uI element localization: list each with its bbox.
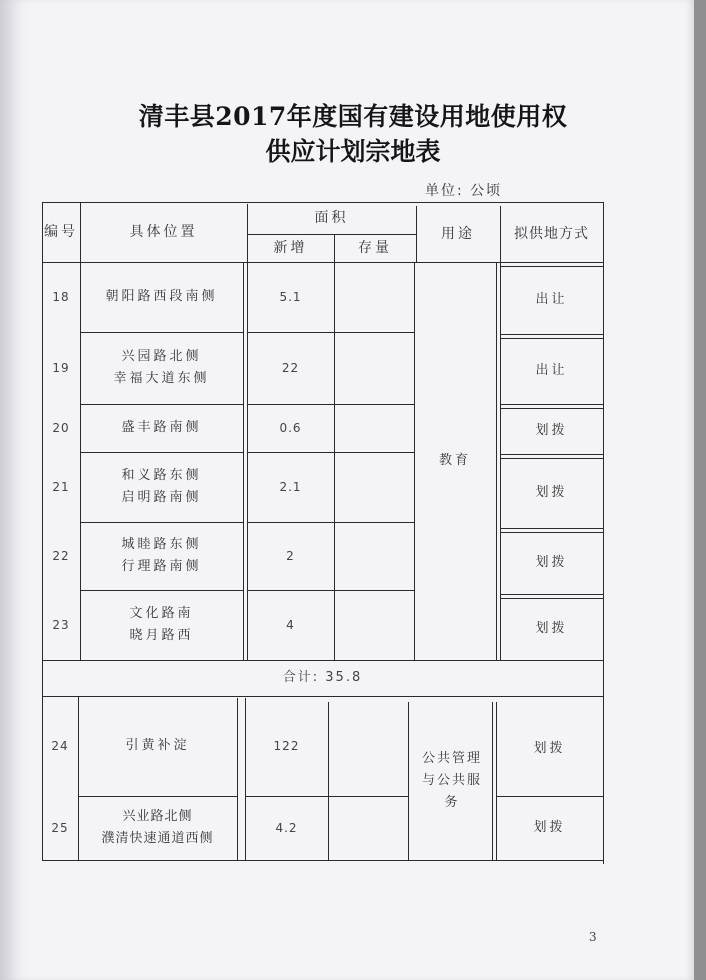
row-location: 盛丰路南侧: [121, 420, 202, 435]
group-use-education: 教育: [438, 453, 471, 468]
row-supply-method: 划拨: [535, 621, 568, 636]
row-no: 18: [52, 290, 70, 304]
subtotal-row: 合计: 35.8: [282, 670, 363, 685]
row-no: 23: [52, 618, 70, 632]
row-no: 21: [52, 480, 70, 494]
header-area-new: 新增: [273, 240, 308, 256]
row-area-new: 4.2: [275, 821, 298, 835]
row-area-new: 122: [273, 739, 300, 753]
row-area-new: 2: [286, 549, 295, 563]
row-no: 22: [52, 549, 70, 563]
row-supply-method: 划拨: [535, 423, 568, 438]
header-no: 编号: [44, 224, 78, 240]
row-supply-method: 出让: [535, 292, 568, 307]
row-location: 朝阳路西段南侧: [105, 289, 218, 304]
page-number: 3: [589, 930, 597, 944]
row-location: 兴业路北侧 濮清快速通道西侧: [101, 809, 214, 846]
title-line-2: 供应计划宗地表: [265, 137, 441, 166]
header-supply-method: 拟供地方式: [514, 226, 589, 242]
title-line-1: 清丰县2017年度国有建设用地使用权: [138, 102, 568, 131]
row-area-new: 22: [281, 361, 300, 375]
row-no: 25: [51, 821, 69, 835]
row-no: 24: [51, 739, 69, 753]
row-area-new: 2.1: [279, 480, 302, 494]
header-use: 用途: [441, 226, 475, 242]
row-supply-method: 划拨: [535, 555, 568, 570]
row-location: 城睦路东侧 行理路南侧: [121, 537, 202, 574]
row-location: 引黄补淀: [125, 738, 190, 753]
row-no: 19: [52, 361, 70, 375]
row-area-new: 4: [286, 618, 295, 632]
header-location: 具体位置: [129, 224, 198, 240]
row-supply-method: 出让: [535, 363, 568, 378]
row-area-new: 5.1: [279, 290, 302, 304]
unit-label: 单位: 公顷: [425, 183, 503, 199]
row-location: 兴园路北侧 幸福大道东侧: [113, 349, 210, 386]
row-area-new: 0.6: [279, 421, 302, 435]
row-location: 文化路南 晓月路西: [129, 606, 194, 643]
row-location: 和义路东侧 启明路南侧: [121, 468, 202, 505]
row-supply-method: 划拨: [533, 741, 566, 756]
row-no: 20: [52, 421, 70, 435]
header-area-existing: 存量: [358, 240, 392, 256]
group-use-public-service: 公共管理 与公共服 务: [421, 751, 482, 810]
row-supply-method: 划拨: [533, 820, 566, 835]
header-area: 面积: [314, 210, 349, 226]
row-supply-method: 划拨: [535, 485, 568, 500]
